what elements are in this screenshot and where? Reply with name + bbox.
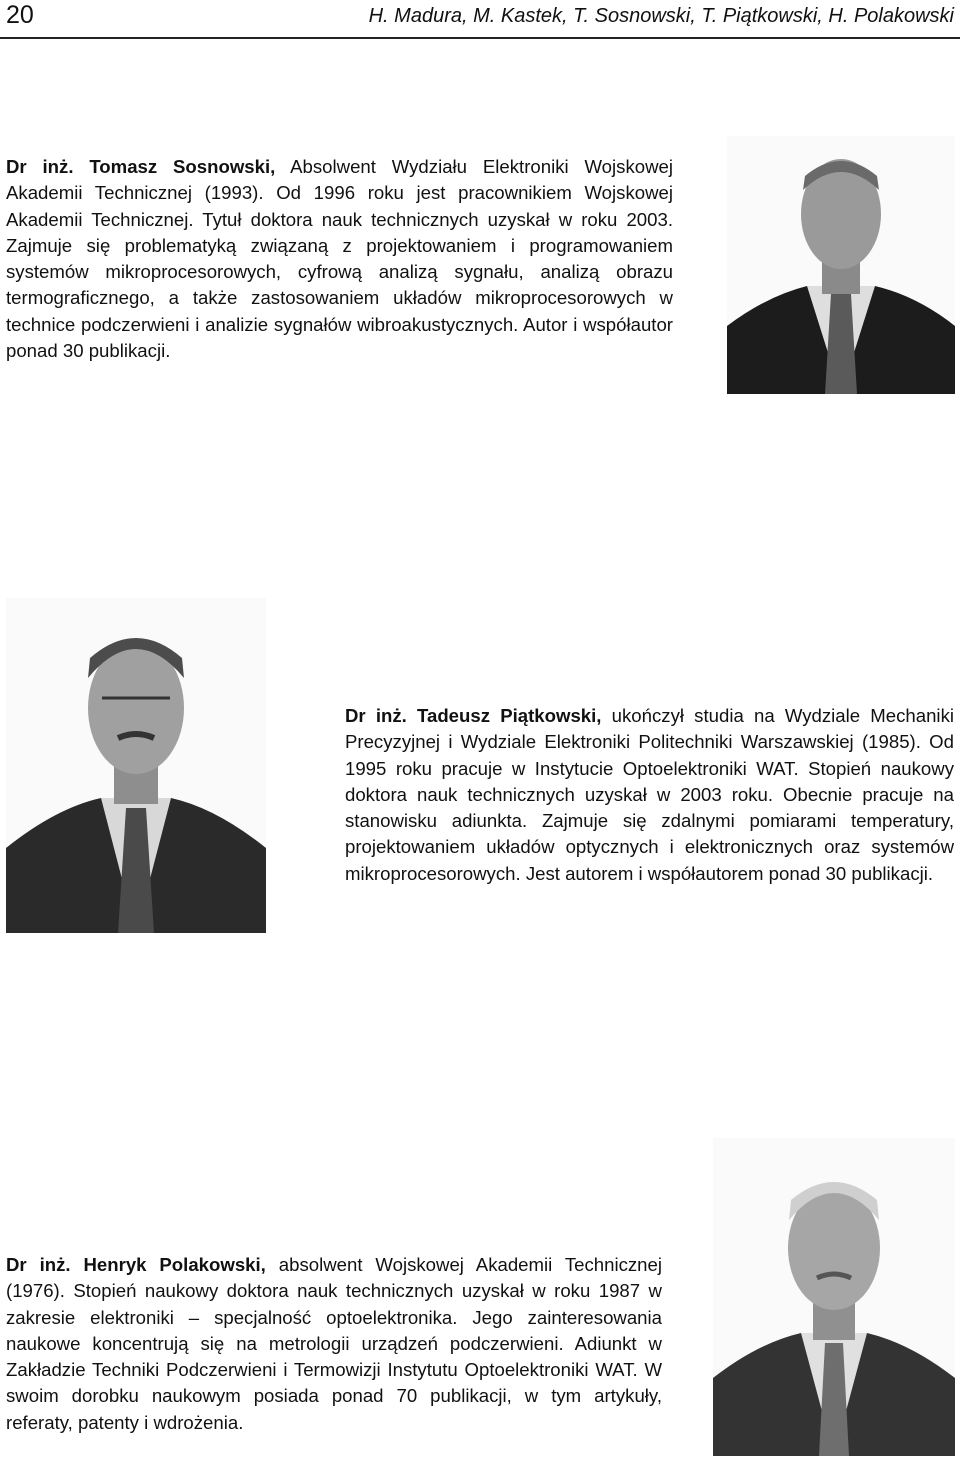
header-rule: [0, 37, 960, 39]
bio-name: Dr inż. Tomasz Sosnowski,: [6, 156, 276, 177]
portrait-photo: [6, 598, 266, 933]
bio-text: absolwent Wojskowej Akademii Technicznej (1976). Stopień naukowy doktora nauk technicznych uzyskał w roku 1987 w zakresie elektroniki – specjalność optoelektronika. Jego zainteresowania naukowe koncentrują się na metrologii urządzeń podczerwieni. Adiunkt w Zakładzie Techniki Podczerwieni i Termowizji Instytutu Optoelektroniki WAT. W swoim dorobku naukowym posiada ponad 70 publikacji, w tym artykuły, referaty, patenty i wdrożenia.: [6, 1254, 662, 1433]
bio-text: ukończył studia na Wydziale Mechaniki Precyzyjnej i Wydziale Elektroniki Politechniki Warszawskiej (1985). Od 1995 roku pracuje w Instytucie Optoelektroniki WAT. Stopień naukowy doktora nauk technicznych uzyskał w 2003 roku. Obecnie pracuje na stanowisku adiunkta. Zajmuje się zdalnymi pomiarami temperatury, projektowaniem układów optycznych i elektronicznych oraz systemów mikroprocesorowych. Jest autorem i współautorem ponad 30 publikacji.: [345, 705, 954, 884]
bio-piatkowski: [345, 703, 954, 887]
portrait-photo: [713, 1138, 955, 1456]
portrait-photo: [727, 136, 955, 394]
bio-text: Absolwent Wydziału Elektroniki Wojskowej Akademii Technicznej (1993). Od 1996 roku jest pracownikiem Wojskowej Akademii Technicznej. Tytuł doktora nauk technicznych uzyskał w roku 2003. Zajmuje się problematyką związaną z projektowaniem i programowaniem systemów mikroprocesorowych, cyfrową analizą sygnału, analizą obrazu termograficznego, a także zastosowaniem układów mikroprocesorowych w technice podczerwieni i analizie sygnałów wibroakustycznych. Autor i współautor ponad 30 publikacji.: [6, 156, 673, 362]
bio-name: Dr inż. Tadeusz Piątkowski,: [345, 705, 602, 726]
bio-name: Dr inż. Henryk Polakowski,: [6, 1254, 266, 1275]
bio-polakowski: [6, 1252, 662, 1436]
running-head-authors: H. Madura, M. Kastek, T. Sosnowski, T. Piątkowski, H. Polakowski: [368, 5, 954, 27]
bio-sosnowski: [6, 154, 673, 364]
running-header: [0, 0, 960, 34]
page-number: 20: [6, 1, 34, 29]
